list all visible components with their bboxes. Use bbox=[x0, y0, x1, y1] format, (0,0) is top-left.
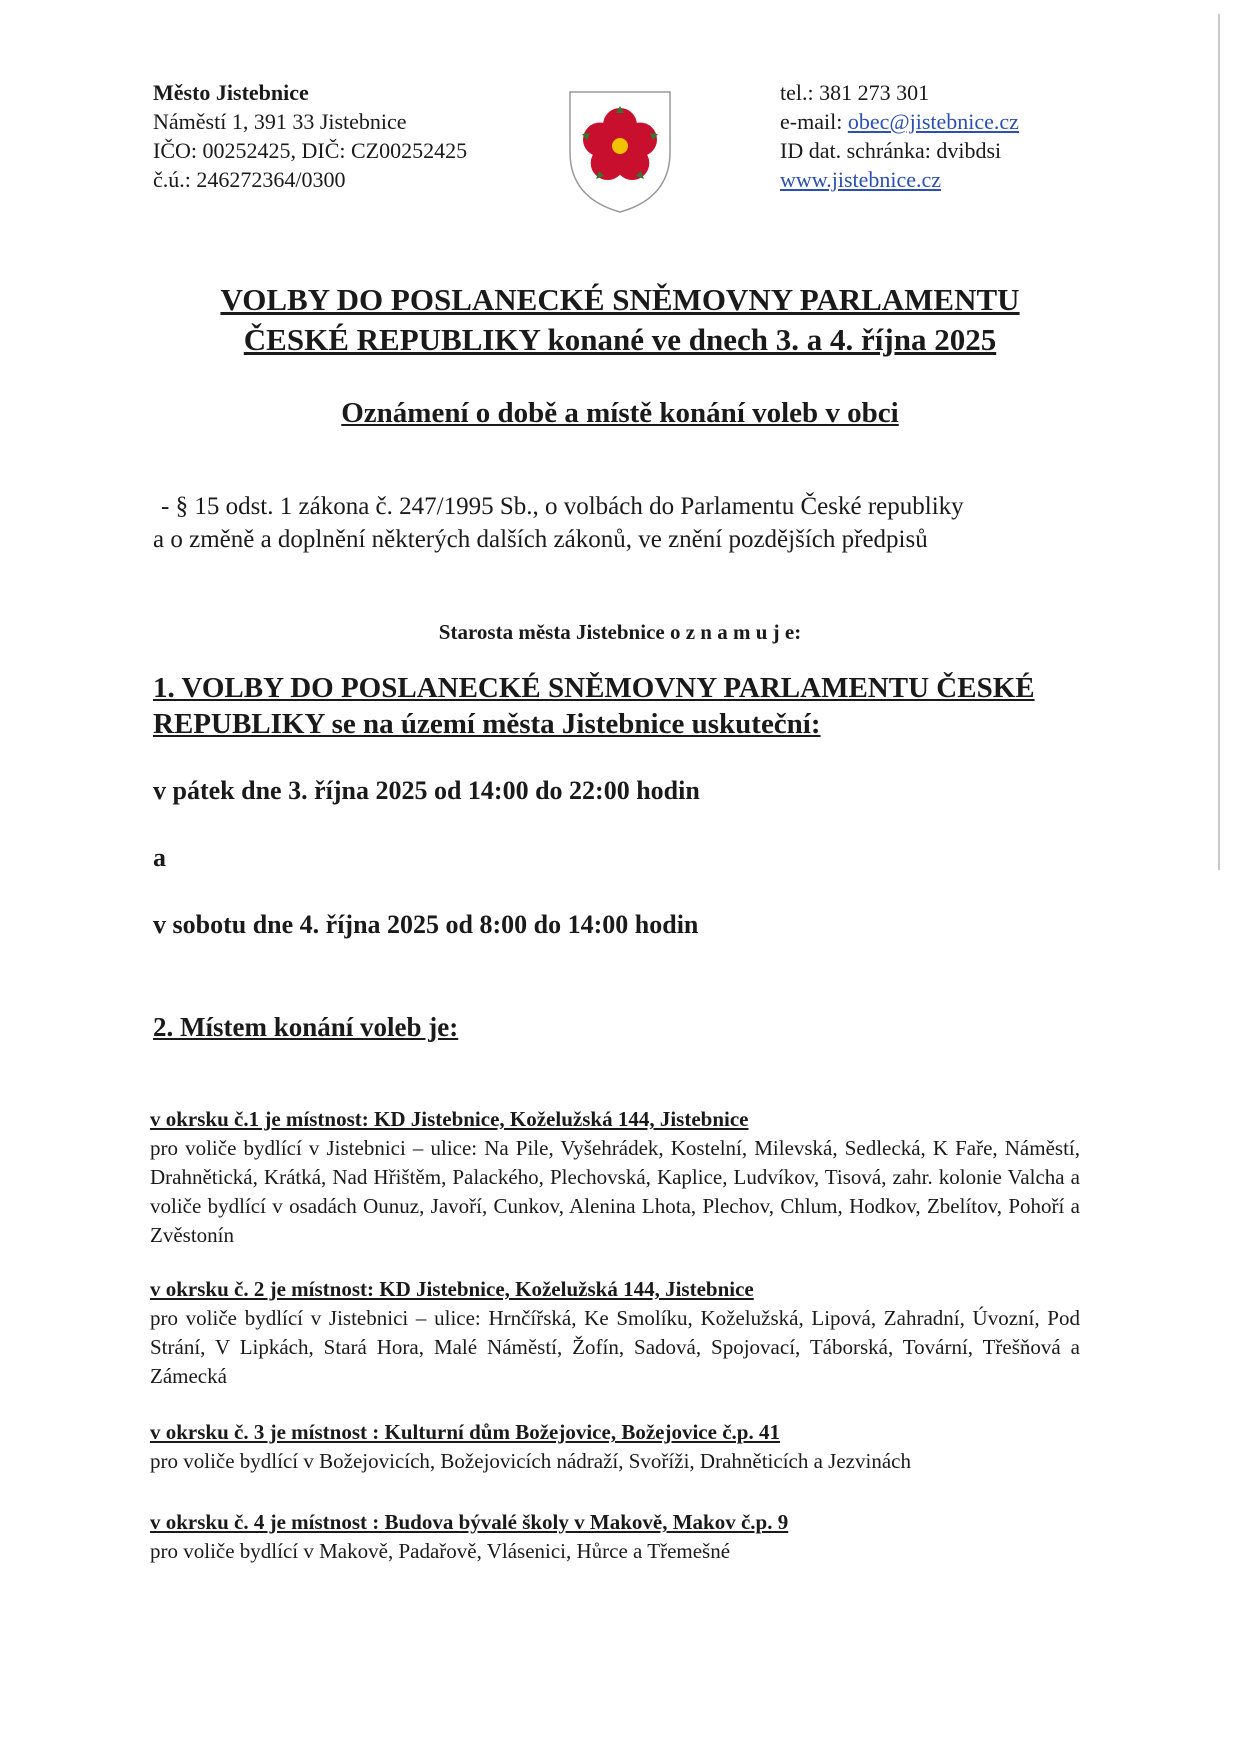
district-3 bbox=[150, 1418, 1080, 1476]
contact-email-row bbox=[780, 107, 1019, 136]
legal-line-2: a o změně a doplnění některých dalších zákonů, ve znění pozdějších předpisů bbox=[153, 526, 928, 553]
district-3-heading: v okrsku č. 3 je místnost : Kulturní dům Božejovice, Božejovice č.p. 41 bbox=[150, 1420, 780, 1444]
coat-of-arms-icon bbox=[568, 90, 672, 214]
org-name: Město Jistebnice bbox=[153, 80, 309, 105]
email-label: e-mail: bbox=[780, 109, 848, 134]
district-1-heading: v okrsku č.1 je místnost: KD Jistebnice, Koželužská 144, Jistebnice bbox=[150, 1107, 749, 1131]
org-ico-dic: IČO: 00252425, DIČ: CZ00252425 bbox=[153, 138, 468, 163]
website-link[interactable]: www.jistebnice.cz bbox=[780, 167, 942, 192]
district-2-text: pro voliče bydlící v Jistebnici – ulice: Hrnčířská, Ke Smolíku, Koželužská, Lipová, Zahradní, Úvozní, Pod Strání, V Lipkách, Stará Hora, Malé Náměstí, Žofín, Sadová, Spojovací, Táborská, Tovární, Třešňová a Zámecká bbox=[150, 1306, 1080, 1388]
voting-time-and: a bbox=[153, 843, 166, 872]
district-4 bbox=[150, 1508, 1080, 1566]
legal-line-1: - § 15 odst. 1 zákona č. 247/1995 Sb., o volbách do Parlamentu České republiky bbox=[161, 493, 964, 520]
legal-reference bbox=[153, 490, 1083, 556]
district-2 bbox=[150, 1275, 1080, 1391]
org-address: Náměstí 1, 391 33 Jistebnice bbox=[153, 109, 407, 134]
mayor-announcement: Starosta města Jistebnice o z n a m u j e: bbox=[438, 620, 802, 644]
district-1 bbox=[150, 1105, 1080, 1250]
contact-phone: tel.: 381 273 301 bbox=[780, 80, 930, 105]
voting-time-friday: v pátek dne 3. října 2025 od 14:00 do 22:00 hodin bbox=[153, 776, 700, 805]
district-2-heading: v okrsku č. 2 je místnost: KD Jistebnice, Koželužská 144, Jistebnice bbox=[150, 1277, 754, 1301]
header-address-block bbox=[153, 78, 467, 194]
district-4-text: pro voliče bydlící v Makově, Padařově, Vlásenici, Hůrce a Třemešné bbox=[150, 1539, 731, 1563]
header-contact-block bbox=[780, 78, 1019, 194]
title-line-1: VOLBY DO POSLANECKÉ SNĚMOVNY PARLAMENTU bbox=[220, 282, 1020, 317]
voting-time-saturday: v sobotu dne 4. října 2025 od 8:00 do 14:00 hodin bbox=[153, 910, 699, 939]
district-3-text: pro voliče bydlící v Božejovicích, Božejovicích nádraží, Svoříži, Drahněticích a Jezvinách bbox=[150, 1449, 911, 1473]
title-line-2: ČESKÉ REPUBLIKY konané ve dnech 3. a 4. října 2025 bbox=[243, 322, 997, 357]
subtitle: Oznámení o době a místě konání voleb v obci bbox=[341, 397, 899, 429]
contact-databox: ID dat. schránka: dvibdsi bbox=[780, 138, 1002, 163]
district-4-heading: v okrsku č. 4 je místnost : Budova bývalé školy v Makově, Makov č.p. 9 bbox=[150, 1510, 789, 1534]
section-2-heading: 2. Místem konání voleb je: bbox=[153, 1012, 459, 1042]
email-link[interactable]: obec@jistebnice.cz bbox=[847, 109, 1019, 134]
section-1-heading: 1. VOLBY DO POSLANECKÉ SNĚMOVNY PARLAMENTU ČESKÉ REPUBLIKY se na území města Jistebnice uskuteční: bbox=[153, 672, 1035, 740]
org-account: č.ú.: 246272364/0300 bbox=[153, 167, 346, 192]
district-1-text: pro voliče bydlící v Jistebnici – ulice: Na Pile, Vyšehrádek, Kostelní, Milevská, Sedlecká, K Faře, Náměstí, Drahnětická, Krátká, Nad Hřištěm, Palackého, Plechovská, Kaplice, Ludvíkov, Tisová, zahr. kolonie Valcha a voliče bydlící v osadách Ounuz, Javoří, Cunkov, Alenina Lhota, Plechov, Chlum, Hodkov, Zbelítov, Pohoří a Zvěstonín bbox=[150, 1136, 1080, 1247]
scan-edge-line bbox=[1218, 14, 1220, 870]
